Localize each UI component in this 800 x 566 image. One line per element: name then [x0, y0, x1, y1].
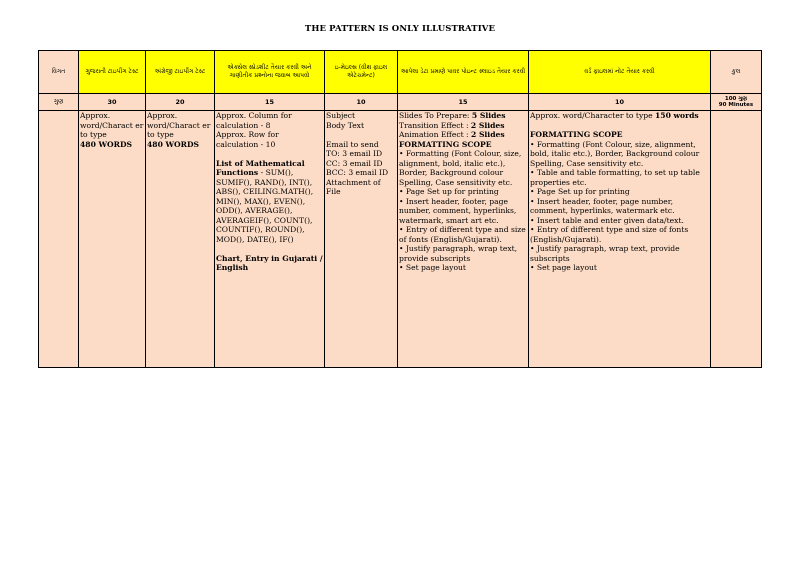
header-row: [39, 51, 762, 94]
marks-word: 10: [529, 94, 711, 111]
spreadsheet-functions: [216, 159, 323, 245]
word-bullet-page-setup: • Page Set up for printing: [530, 187, 630, 196]
ppt-bullet-page-setup: • Page Set up for printing: [399, 187, 499, 196]
email-subject: Subject: [326, 111, 356, 120]
details-spreadsheet: [215, 111, 325, 368]
header-gujarati-typing: ગુજરાતી ટાઇપીંગ ટેસ્ટ: [79, 51, 146, 94]
email-to-line: TO: 3 email ID: [326, 149, 383, 158]
ppt-slides-label: Slides To Prepare:: [399, 111, 472, 120]
header-powerpoint: આપેલા ડેટા પ્રમાણે પાવર પોઇન્ટ સ્લાઇડ તૈયાર કરવી: [398, 51, 529, 94]
ppt-transition-value: 2 Slides: [470, 120, 505, 130]
total-time: 90 Minutes: [718, 102, 754, 108]
spreadsheet-chart-line: Chart, Entry in Gujarati / English: [216, 253, 323, 272]
ppt-transition-line: [399, 121, 527, 131]
word-bullet-formatting: • Formatting (Font Colour, size, alignment, bold, italic etc.), Border, Background colour: [530, 139, 700, 158]
marks-total-cell: [711, 94, 762, 111]
header-spreadsheet: એક્સેલ સ્પ્રેડશીટ તૈયાર કરવી અને ગાણીતીક પ્રશ્નોના જવાબ આપવો: [215, 51, 325, 94]
total-marks: 100 ગુણ: [724, 96, 748, 102]
word-bullet-table: • Table and table formatting, to set up table properties etc.: [530, 168, 700, 187]
email-send-line: Email to send: [326, 139, 379, 149]
ppt-animation-label: Animation Effect :: [399, 130, 472, 139]
email-attachment-line: Attachment of File: [326, 177, 381, 196]
marks-english-typing: 20: [146, 94, 215, 111]
details-total-cell: [711, 111, 762, 368]
details-gujarati-typing: [79, 111, 146, 368]
word-intro-line: [530, 111, 709, 121]
word-scope-heading: FORMATTING SCOPE: [530, 130, 623, 139]
ppt-bullet-layout: • Set page layout: [399, 263, 466, 272]
email-body-text: Body Text: [326, 120, 365, 130]
ppt-slides-line: [399, 111, 527, 121]
functions-list: - SUM(), SUMIF(), RAND(), INT(), ABS(), CEILING.MATH(), MIN(), MAX(), EVEN(), ODD(), AVERAGE(), AVERAGEIF(), COUNT(), COUNTIF(), ROUND(), MOD(), DATE(), IF(): [216, 168, 314, 244]
email-bcc-line: BCC: 3 email ID: [326, 168, 389, 177]
english-typing-text: Approx. word/Charact er to type: [147, 111, 211, 139]
ppt-bullet-spelling: Spelling, Case sensitivity etc.: [399, 177, 513, 187]
marks-gujarati-typing: 30: [79, 94, 146, 111]
ppt-bullet-formatting: • Formatting (Font Colour, size, alignment, bold, italic etc.), Border, Background colour: [399, 149, 522, 177]
spreadsheet-column-line: Approx. Column for calculation - 8: [216, 111, 292, 130]
details-label-cell: [39, 111, 79, 368]
ppt-bullet-justify: • Justify paragraph, wrap text, provide subscripts: [399, 244, 518, 263]
ppt-slides-value: 5 Slides: [471, 111, 506, 120]
ppt-bullet-fonts: • Entry of different type and size of fonts (English/Gujarati).: [399, 225, 526, 244]
ppt-animation-line: [399, 130, 527, 140]
header-word: વર્ડ ફાઇલમાં નોટ તૈયાર કરવી: [529, 51, 711, 94]
header-email: ઇ-મેઇલ્સ (વીથ ફાઇલ એટેચમેન્ટ): [325, 51, 398, 94]
word-intro-text: Approx. word/Character to type: [530, 111, 656, 120]
word-bullet-header-footer: • Insert header, footer, page number, comment, hyperlinks, watermark etc.: [530, 196, 675, 215]
marks-spreadsheet: 15: [215, 94, 325, 111]
marks-label-cell: ગુણ: [39, 94, 79, 111]
ppt-scope-heading: FORMATTING SCOPE: [399, 139, 492, 149]
details-powerpoint: [398, 111, 529, 368]
gujarati-typing-count: 480 WORDS: [80, 139, 133, 149]
details-english-typing: [146, 111, 215, 368]
ppt-bullet-header-footer: • Insert header, footer, page number, comment, hyperlinks, watermark, smart art etc.: [399, 196, 517, 225]
email-cc-line: CC: 3 email ID: [326, 158, 383, 168]
word-bullet-fonts: • Entry of different type and size of fonts (English/Gujarati).: [530, 225, 689, 244]
functions-heading: List of Mathematical Functions: [216, 158, 305, 177]
gujarati-typing-text: Approx. word/Charact er to type: [80, 111, 144, 139]
exam-pattern-table: [38, 50, 762, 368]
page-title: THE PATTERN IS ONLY ILLUSTRATIVE: [304, 24, 496, 34]
word-bullet-insert-table: • Insert table and enter given data/text.: [530, 215, 684, 225]
header-english-typing: અંગ્રેજી ટાઇપીંગ ટેસ્ટ: [146, 51, 215, 94]
marks-email: 10: [325, 94, 398, 111]
word-bullet-justify: • Justify paragraph, wrap text, provide subscripts: [530, 244, 680, 263]
ppt-transition-label: Transition Effect :: [399, 120, 471, 130]
details-word: [529, 111, 711, 368]
details-email: [325, 111, 398, 368]
marks-row: [39, 94, 762, 111]
word-bullet-layout: • Set page layout: [530, 263, 597, 272]
ppt-animation-value: 2 Slides: [471, 130, 505, 139]
details-row: [39, 111, 762, 368]
header-label-cell: વિગત: [39, 51, 79, 94]
marks-powerpoint: 15: [398, 94, 529, 111]
word-bullet-spelling: Spelling, Case sensitivity etc.: [530, 158, 644, 168]
header-total: કુલ: [711, 51, 762, 94]
spreadsheet-row-line: Approx. Row for calculation - 10: [216, 130, 279, 149]
english-typing-count: 480 WORDS: [147, 139, 200, 149]
word-intro-count: 150 words: [655, 111, 699, 120]
